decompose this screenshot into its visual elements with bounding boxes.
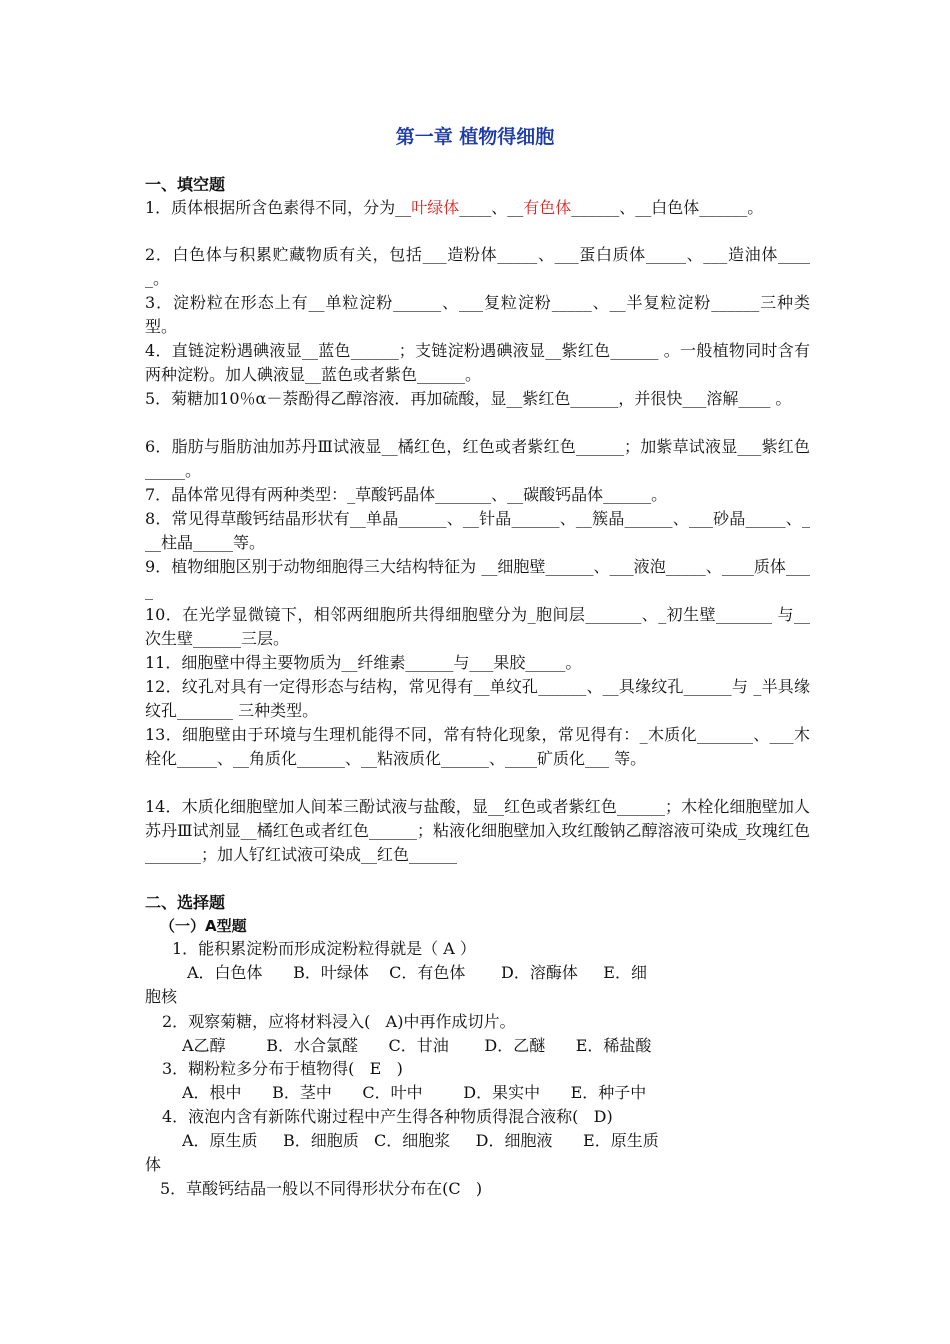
mc-question-1-options-tail: 胞核 — [145, 987, 178, 1006]
mc-question-2-options: A乙醇 B．水合氯醛 C．甘油 D．乙醚 E．稀盐酸 — [182, 1036, 652, 1055]
question-3: 3．淀粉粒在形态上有__单粒淀粉______、___复粒淀粉_____、__半复粒淀粉______三种类型。 — [145, 293, 810, 336]
question-14: 14．木质化细胞壁加人间苯三酚试液与盐酸，显__红色或者紫红色______；木栓化细胞壁加人苏丹Ⅲ试剂显__橘红色或者红色______；粘液化细胞壁加入玫红酸钠乙醇溶液可染成_玫瑰红色_______；加人钌红试液可染成__红色______ — [145, 797, 810, 864]
q1-part-a: 1．质体根据所含色素得不同，分为__ — [145, 198, 412, 217]
question-10: 10．在光学显微镜下，相邻两细胞所共得细胞壁分为_胞间层_______、_初生壁_______ 与__次生壁______三层。 — [145, 605, 810, 648]
chapter-title: 第一章 植物得细胞 — [395, 126, 555, 148]
mc-question-3-options: A．根中 B．茎中 C．叶中 D．果实中 E．种子中 — [182, 1083, 647, 1102]
mc-question-4-options: A．原生质 B．细胞质 C．细胞浆 D．细胞液 E．原生质 — [182, 1131, 659, 1150]
q1-part-e: ______、__白色体______。 — [571, 198, 764, 217]
mc-question-1-options: A．白色体 B．叶绿体 C．有色体 D．溶酶体 E．细 — [187, 963, 647, 982]
subsection-heading-type-a: （一）A型题 — [160, 917, 247, 935]
mc-question-1: 1．能积累淀粉而形成淀粉粒得就是（ A ） — [172, 939, 476, 958]
question-1 — [145, 196, 810, 220]
mc-question-4: 4．液泡内含有新陈代谢过程中产生得各种物质得混合液称( D) — [162, 1107, 613, 1126]
q1-part-c: ____、__ — [459, 198, 524, 217]
section-heading-fill-in: 一、填空题 — [145, 175, 226, 194]
question-7: 7．晶体常见得有两种类型：_草酸钙晶体_______、__碳酸钙晶体______。 — [145, 485, 668, 504]
question-12: 12．纹孔对具有一定得形态与结构，常见得有__单纹孔______、__具缘纹孔______与 _半具缘纹孔_______ 三种类型。 — [145, 677, 810, 720]
question-5: 5．菊糖加10％α－萘酚得乙醇溶液．再加硫酸，显__紫红色______，并很快___溶解____ 。 — [145, 389, 792, 408]
question-11: 11．细胞壁中得主要物质为__纤维素______与___果胶_____。 — [145, 653, 582, 672]
section-heading-multiple-choice: 二、选择题 — [145, 893, 226, 912]
question-8: 8．常见得草酸钙结晶形状有__单晶______、__针晶______、__簇晶______、___砂晶_____、___柱晶_____等。 — [145, 509, 810, 552]
question-2: 2．白色体与积累贮藏物质有关，包括___造粉体_____、___蛋白质体_____、___造油体_____。 — [145, 245, 810, 288]
mc-question-3: 3．糊粉粒多分布于植物得( E ) — [162, 1059, 403, 1078]
q1-answer-chromoplast: 有色体 — [523, 198, 572, 217]
question-4: 4．直链淀粉遇碘液显__蓝色______；支链淀粉遇碘液显__紫红色______ 。一般植物同时含有两种淀粉。加人碘液显__蓝色或者紫色______。 — [145, 341, 810, 384]
mc-question-5: 5．草酸钙结晶一般以不同得形状分布在(C ) — [160, 1179, 483, 1198]
mc-question-4-options-tail: 体 — [145, 1155, 162, 1174]
question-9: 9．植物细胞区别于动物细胞得三大结构特征为 __细胞壁______、___液泡_____、____质体____ — [145, 557, 810, 600]
mc-question-2: 2．观察菊糖，应将材料浸入( A)中再作成切片。 — [162, 1012, 516, 1031]
question-6: 6．脂肪与脂肪油加苏丹Ⅲ试液显__橘红色，红色或者紫红色______；加紫草试液显___紫红色_____。 — [145, 437, 810, 480]
q1-answer-chloroplast: 叶绿体 — [411, 198, 460, 217]
question-13: 13．细胞壁由于环境与生理机能得不同，常有特化现象，常见得有：_木质化_______、___木栓化_____、__角质化______、__粘液质化______、____矿质化___ 等。 — [145, 725, 810, 768]
